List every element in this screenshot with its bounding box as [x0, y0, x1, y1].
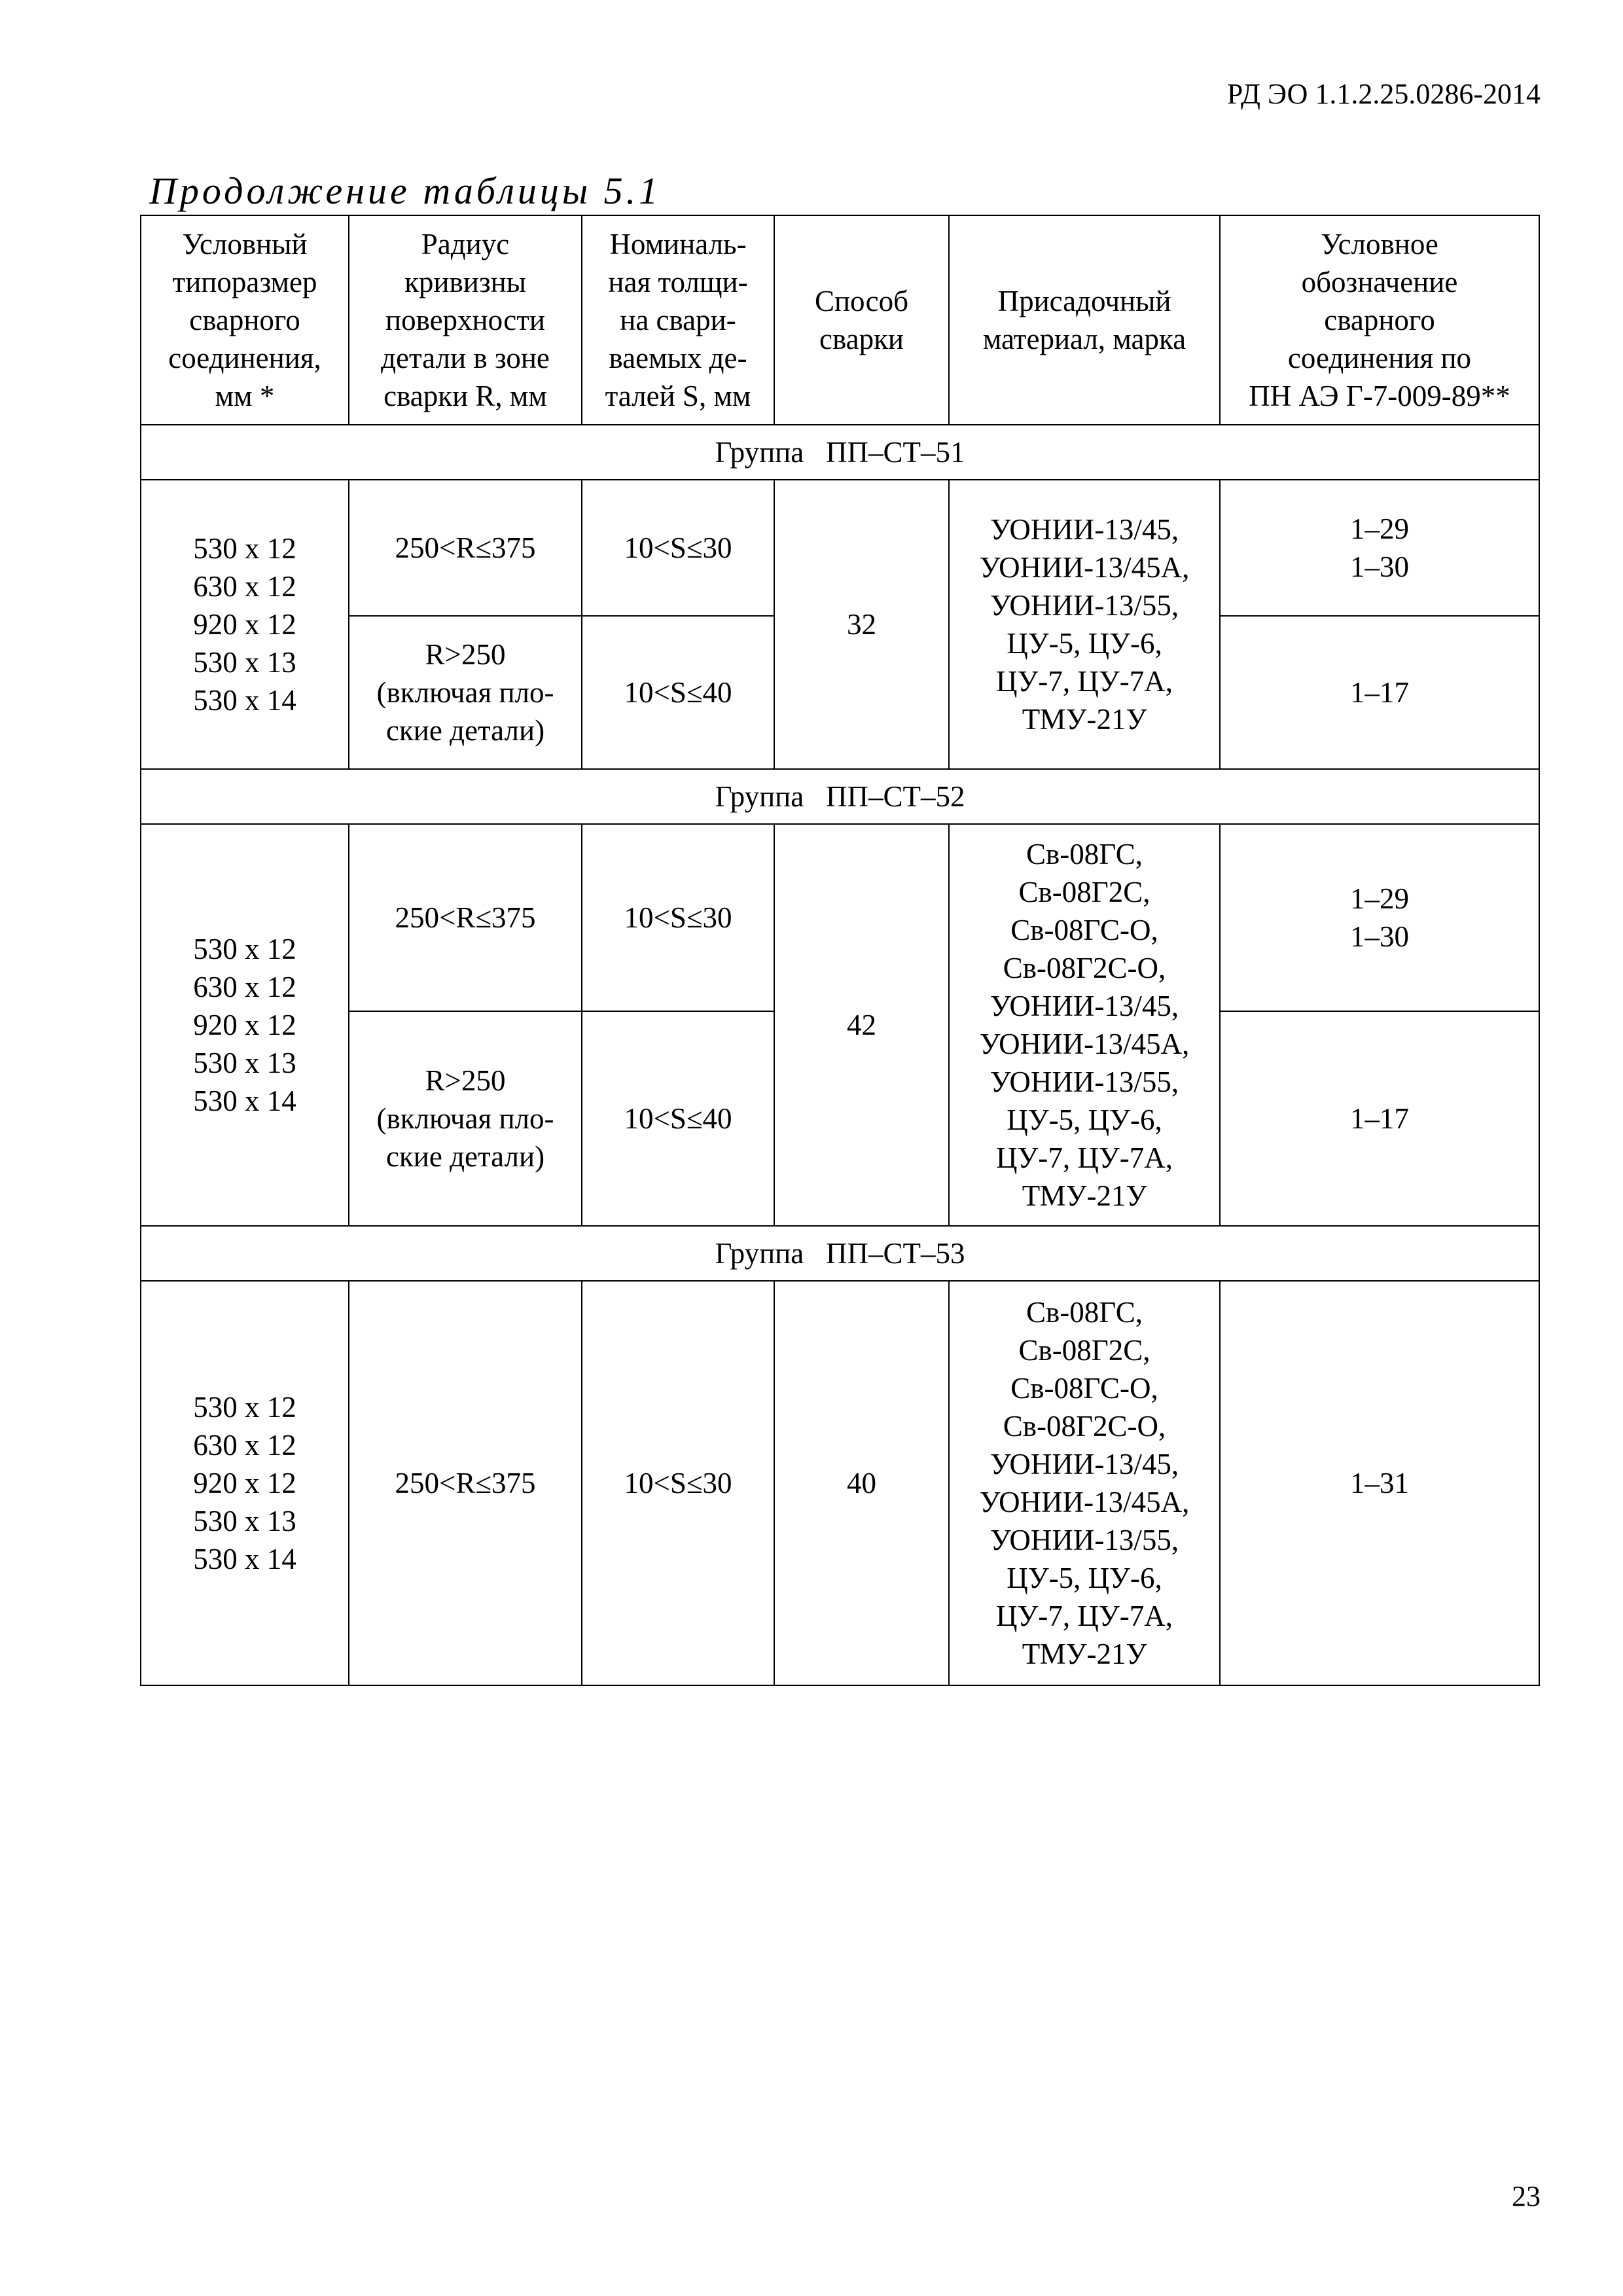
thickness-cell: 10<S≤30: [582, 824, 774, 1011]
thickness-cell: 10<S≤40: [582, 616, 774, 769]
radius-cell: 250<R≤375: [349, 480, 582, 616]
designation-cell: 1–17: [1220, 616, 1539, 769]
group-row: [141, 1226, 1539, 1281]
group-title: Группа ПП–СТ–51: [141, 425, 1539, 480]
thickness-cell: 10<S≤30: [582, 480, 774, 616]
header-method: Способ сварки: [774, 215, 949, 425]
designation-cell: 1–31: [1220, 1281, 1539, 1685]
group-row: [141, 769, 1539, 824]
header-designation: Условное обозначение сварного соединения по ПН АЭ Г-7-009-89**: [1220, 215, 1539, 425]
method-cell: 40: [774, 1281, 949, 1685]
material-cell: УОНИИ-13/45, УОНИИ-13/45А, УОНИИ-13/55, ЦУ-5, ЦУ-6, ЦУ-7, ЦУ-7А, ТМУ-21У: [949, 480, 1220, 769]
material-cell: Св-08ГС, Св-08Г2С, Св-08ГС-О, Св-08Г2С-О, УОНИИ-13/45, УОНИИ-13/45А, УОНИИ-13/55, ЦУ-5, ЦУ-6, ЦУ-7, ЦУ-7А, ТМУ-21У: [949, 1281, 1220, 1685]
radius-cell: R>250 (включая пло- ские детали): [349, 1011, 582, 1226]
header-size: Условный типоразмер сварного соединения, мм *: [141, 215, 349, 425]
table-header-row: [141, 215, 1539, 425]
sizes-cell: 530 x 12 630 x 12 920 x 12 530 x 13 530 x 14: [141, 824, 349, 1226]
radius-cell: R>250 (включая пло- ские детали): [349, 616, 582, 769]
thickness-cell: 10<S≤30: [582, 1281, 774, 1685]
table-row: [141, 824, 1539, 1011]
thickness-cell: 10<S≤40: [582, 1011, 774, 1226]
header-thickness: Номиналь- ная толщи- на свари- ваемых де- талей S, мм: [582, 215, 774, 425]
table-row: [141, 1281, 1539, 1685]
method-cell: 32: [774, 480, 949, 769]
sizes-cell: 530 x 12 630 x 12 920 x 12 530 x 13 530 x 14: [141, 480, 349, 769]
table-caption: Продолжение таблицы 5.1: [149, 170, 662, 212]
table-row: [141, 480, 1539, 616]
group-row: [141, 425, 1539, 480]
page-number: 23: [1512, 2180, 1541, 2212]
radius-cell: 250<R≤375: [349, 824, 582, 1011]
header-material: Присадочный материал, марка: [949, 215, 1220, 425]
material-cell: Св-08ГС, Св-08Г2С, Св-08ГС-О, Св-08Г2С-О, УОНИИ-13/45, УОНИИ-13/45А, УОНИИ-13/55, ЦУ-5, ЦУ-6, ЦУ-7, ЦУ-7А, ТМУ-21У: [949, 824, 1220, 1226]
designation-cell: 1–29 1–30: [1220, 824, 1539, 1011]
welding-table: [140, 215, 1540, 1686]
method-cell: 42: [774, 824, 949, 1226]
designation-cell: 1–29 1–30: [1220, 480, 1539, 616]
radius-cell: 250<R≤375: [349, 1281, 582, 1685]
document-code: РД ЭО 1.1.2.25.0286-2014: [1226, 78, 1541, 110]
sizes-cell: 530 x 12 630 x 12 920 x 12 530 x 13 530 x 14: [141, 1281, 349, 1685]
group-title: Группа ПП–СТ–52: [141, 769, 1539, 824]
group-title: Группа ПП–СТ–53: [141, 1226, 1539, 1281]
designation-cell: 1–17: [1220, 1011, 1539, 1226]
header-radius: Радиус кривизны поверхности детали в зоне сварки R, мм: [349, 215, 582, 425]
